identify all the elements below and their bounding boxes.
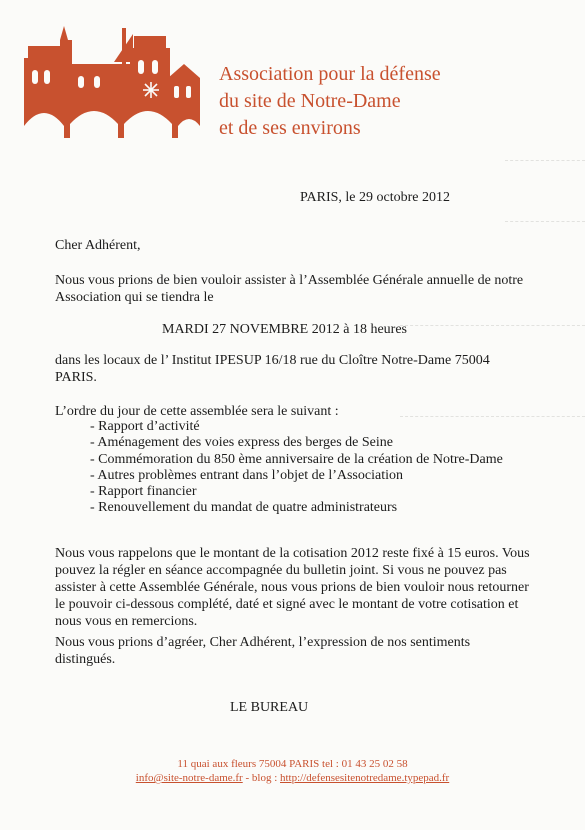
footer	[0, 757, 585, 785]
org-line-3: et de ses environs	[219, 117, 361, 139]
notre-dame-logo	[22, 20, 202, 138]
meeting-date-time: MARDI 27 NOVEMBRE 2012 à 18 heures	[162, 322, 407, 337]
blog-separator: - blog :	[242, 772, 280, 784]
org-line-1: Association pour la défense	[219, 63, 441, 85]
email-link[interactable]: info@site-notre-dame.fr	[135, 772, 243, 784]
agenda-item: - Autres problèmes entrant dans l’objet de l’Association	[90, 468, 503, 484]
show-through-texture	[505, 160, 585, 222]
membership-fee-paragraph: Nous vous rappelons que le montant de la cotisation 2012 reste fixé à 15 euros. Vous pouvez la régler en séance accompagnée du bulletin joint. Si vous ne pouvez pas assister à cette Assemblée Générale, nous vous prions de bien vouloir nous retourner le pouvoir ci-dessous complété, daté et signé avec le montant de votre cotisation et nous vous en remercions.	[55, 546, 530, 629]
rose-window-icon	[143, 82, 159, 98]
organization-name	[219, 61, 441, 142]
agenda-item: - Renouvellement du mandat de quatre administrateurs	[90, 500, 503, 516]
closing-paragraph: Nous vous prions d’agréer, Cher Adhérent, l’expression de nos sentiments distingués.	[55, 635, 471, 667]
agenda-item: - Rapport financier	[90, 484, 503, 500]
footer-contact	[0, 771, 585, 785]
footer-address: 11 quai aux fleurs 75004 PARIS tel : 01 43 25 02 58	[177, 758, 408, 770]
org-line-2: du site de Notre-Dame	[219, 90, 401, 112]
agenda-item: - Rapport d’activité	[90, 419, 503, 435]
agenda-list	[90, 419, 503, 517]
agenda-item: - Aménagement des voies express des berges de Seine	[90, 435, 503, 451]
agenda-item: - Commémoration du 850 ème anniversaire de la création de Notre-Dame	[90, 452, 503, 468]
signature: LE BUREAU	[230, 700, 309, 715]
blog-link[interactable]: http://defensesitenotredame.typepad.fr	[280, 772, 450, 784]
letter-date: PARIS, le 29 octobre 2012	[300, 190, 450, 205]
venue-paragraph: dans les locaux de l’ Institut IPESUP 16/18 rue du Cloître Notre-Dame 75004 PARIS.	[55, 353, 490, 385]
invitation-paragraph: Nous vous prions de bien vouloir assister à l’Assemblée Générale annuelle de notre Association qui se tiendra le	[55, 273, 524, 305]
agenda-intro: L’ordre du jour de cette assemblée sera le suivant :	[55, 404, 339, 419]
salutation: Cher Adhérent,	[55, 238, 141, 253]
